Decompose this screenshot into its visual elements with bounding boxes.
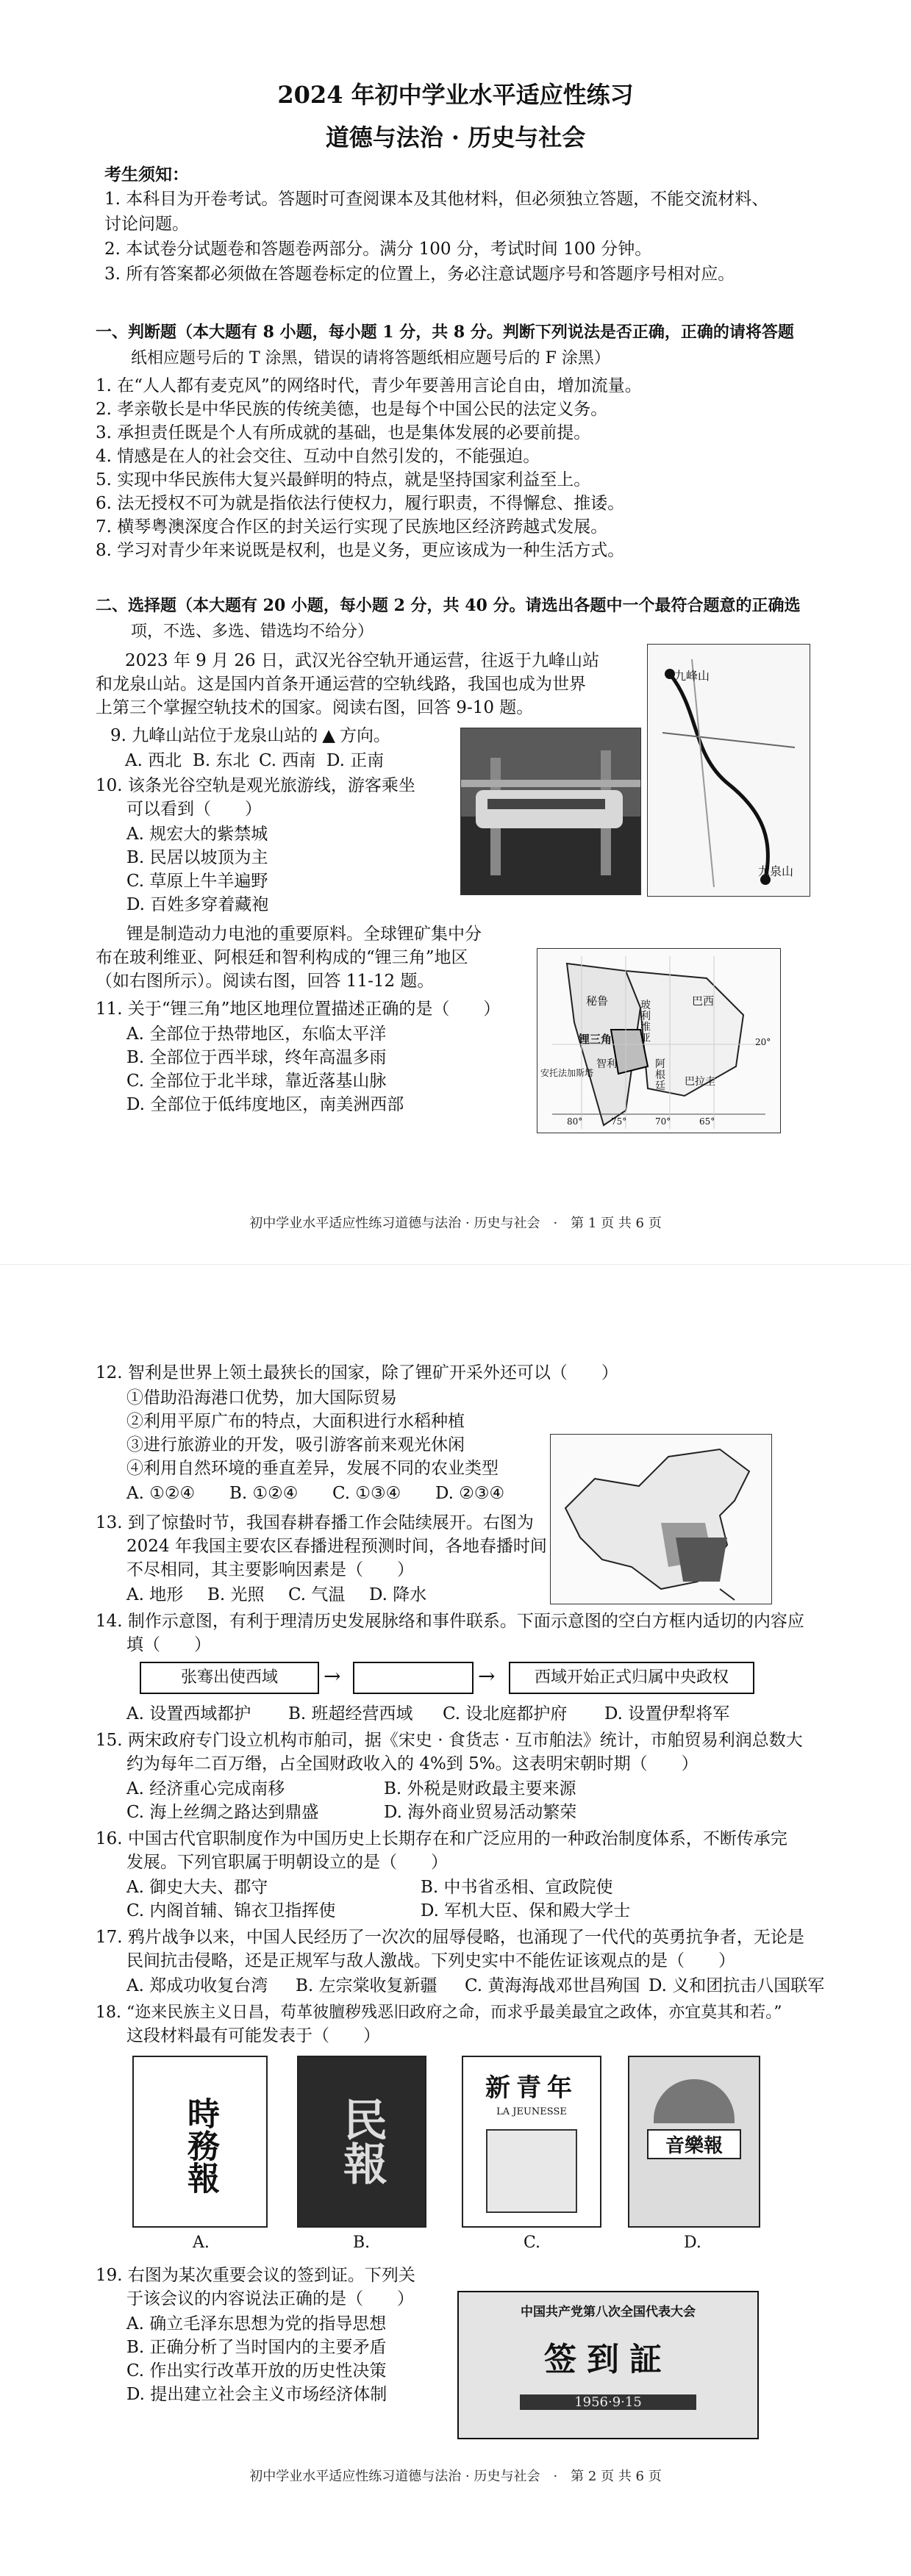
exam-page-1 xyxy=(0,0,911,1264)
option: C. 气温 xyxy=(288,1585,346,1604)
certificate-title: 签到証 xyxy=(544,2341,672,2378)
section1-heading: 一、判断题（本大题有 8 小题，每小题 1 分，共 8 分。判断下列说法是否正确，正确的请将答题 xyxy=(96,323,794,342)
option-label: A. xyxy=(193,2234,210,2252)
newspaper-title: 新青年 xyxy=(485,2073,578,2103)
judgment-item: 6. 法无授权不可为就是指依法行使权力，履行职责，不得懈怠、推诿。 xyxy=(96,494,625,513)
map-label: 65° xyxy=(699,1116,715,1127)
map-label: 70° xyxy=(655,1116,671,1127)
option: C. 作出实行改革开放的历史性决策 xyxy=(126,2361,387,2381)
map-label: 玻利维亚 xyxy=(640,1000,651,1044)
page-footer: 初中学业水平适应性练习道德与法治 · 历史与社会 · 第 2 页 共 6 页 xyxy=(249,2469,662,2484)
section2-heading-cont: 项，不选、多选、错选均不给分） xyxy=(131,623,374,641)
page-footer: 初中学业水平适应性练习道德与法治 · 历史与社会 · 第 1 页 共 6 页 xyxy=(249,1216,662,1231)
passage-line: 2023 年 9 月 26 日，武汉光谷空轨开通运营，往返于九峰山站 xyxy=(125,651,599,670)
statement-item: ④利用自然环境的垂直差异，发展不同的农业类型 xyxy=(126,1459,499,1478)
option: C. ①③④ xyxy=(332,1484,401,1503)
question-14-cont: 填（ ） xyxy=(126,1635,211,1654)
question-17-cont: 民间抗击侵略，还是正规军与敌人激战。下列史实中不能佐证该观点的是（ ） xyxy=(126,1951,735,1970)
map-label: 80° xyxy=(567,1116,583,1127)
exam-subtitle: 道德与法治 · 历史与社会 xyxy=(325,123,586,151)
question-11: 11. 关于“锂三角”地区地理位置描述正确的是（ ） xyxy=(96,1000,501,1019)
option: D. ②③④ xyxy=(435,1484,505,1503)
passage-line: 上第三个掌握空轨技术的国家。阅读右图，回答 9-10 题。 xyxy=(96,698,534,717)
option: B. 左宗棠收复新疆 xyxy=(296,1976,437,1995)
newspaper-a xyxy=(132,2056,268,2228)
question-9-tail: 方向。 xyxy=(339,726,390,745)
question-12: 12. 智利是世界上领土最狭长的国家，除了锂矿开采外还可以（ ） xyxy=(96,1363,618,1382)
map-label: 安托法加斯塔 xyxy=(540,1068,594,1078)
question-18-cont: 这段材料最有可能发表于（ ） xyxy=(126,2026,380,2045)
notice-line: 2. 本试卷分试题卷和答题卷两部分。满分 100 分，考试时间 100 分钟。 xyxy=(104,240,652,259)
question-17: 17. 鸦片战争以来，中国人民经历了一次次的屈辱侵略，也涌现了一代代的英勇抗争者，无论是 xyxy=(96,1928,804,1947)
option-label: D. xyxy=(684,2234,701,2252)
notice-heading: 考生须知： xyxy=(104,165,189,184)
question-16-cont: 发展。下列官职属于明朝设立的是（ ） xyxy=(126,1853,448,1872)
notice-line: 讨论问题。 xyxy=(104,215,189,234)
option: C. 设北庭都护府 xyxy=(443,1704,568,1723)
option: B. 东北 xyxy=(193,751,250,770)
map-label: 巴拉圭 xyxy=(685,1076,715,1088)
statement-item: ①借助沿海港口优势，加大国际贸易 xyxy=(126,1388,397,1407)
triangle-icon: ▲ xyxy=(322,726,335,745)
option: C. 海上丝绸之路达到鼎盛 xyxy=(126,1803,319,1822)
option: D. 设置伊犁将军 xyxy=(604,1704,730,1723)
section1-heading-cont: 纸相应题号后的 T 涂黑，错误的请将答题纸相应题号后的 F 涂黑） xyxy=(131,349,610,367)
judgment-item: 1. 在“人人都有麦克风”的网络时代，青少年要善用言论自由，增加流量。 xyxy=(96,376,642,395)
question-15-cont: 约为每年二百万缗，占全国财政收入的 4%到 5%。这表明宋朝时期（ ） xyxy=(126,1754,699,1773)
monorail-photo xyxy=(460,728,641,895)
exam-page-2 xyxy=(0,1264,911,2576)
option: B. 光照 xyxy=(207,1585,265,1604)
question-10: 10. 该条光谷空轨是观光旅游线，游客乘坐 xyxy=(96,776,415,795)
option: D. 义和团抗击八国联军 xyxy=(649,1976,825,1995)
map-label: 龙泉山 xyxy=(758,864,794,878)
arrow-right-icon: → xyxy=(478,1664,496,1688)
newspaper-portrait xyxy=(486,2129,577,2213)
option: A. 西北 xyxy=(125,751,182,770)
question-19: 19. 右图为某次重要会议的签到证。下列关 xyxy=(96,2266,415,2285)
option: B. 民居以坡顶为主 xyxy=(126,848,268,867)
judgment-item: 4. 情感是在人的社会交往、互动中自然引发的，不能强迫。 xyxy=(96,447,540,466)
passage-line: （如右图所示）。阅读右图，回答 11-12 题。 xyxy=(96,972,435,991)
option: C. 黄海海战邓世昌殉国 xyxy=(465,1976,640,1995)
question-16: 16. 中国古代官职制度作为中国历史上长期存在和广泛应用的一种政治制度体系，不断传承完 xyxy=(96,1829,787,1848)
statement-item: ②利用平原广布的特点，大面积进行水稻种植 xyxy=(126,1412,465,1431)
question-10-cont: 可以看到（ ） xyxy=(126,800,262,819)
option: B. 全部位于西半球，终年高温多雨 xyxy=(126,1048,387,1067)
newspaper-d xyxy=(628,2056,760,2228)
passage-line: 锂是制造动力电池的重要原料。全球锂矿集中分 xyxy=(126,925,482,944)
option: A. 全部位于热带地区，东临太平洋 xyxy=(126,1025,387,1044)
section2-heading: 二、选择题（本大题有 20 小题，每小题 2 分，共 40 分。请选出各题中一个最符合题意的正确选 xyxy=(96,596,801,615)
route-map xyxy=(647,644,810,897)
option: A. 地形 xyxy=(126,1585,184,1604)
question-15: 15. 两宋政府专门设立机构市舶司，据《宋史 · 食货志 · 互市舶法》统计，市舶贸易利润总数大 xyxy=(96,1731,803,1750)
option: B. 外税是财政最主要来源 xyxy=(384,1779,576,1798)
map-label: 巴西 xyxy=(692,994,715,1008)
passage-line: 和龙泉山站。这是国内首条开通运营的空轨线路，我国也成为世界 xyxy=(96,675,586,694)
option: D. 提出建立社会主义市场经济体制 xyxy=(126,2385,387,2404)
option: D. 正南 xyxy=(326,751,385,770)
option: A. 郑成功收复台湾 xyxy=(126,1976,268,1995)
question-9 xyxy=(110,725,390,747)
option: B. 班超经营西域 xyxy=(288,1704,413,1723)
map-label: 75° xyxy=(611,1116,627,1127)
question-13-cont: 2024 年我国主要农区春播进程预测时间，各地春播时间 xyxy=(126,1537,547,1556)
judgment-item: 8. 学习对青少年来说既是权利，也是义务，更应该成为一种生活方式。 xyxy=(96,541,625,560)
map-label: 秘鲁 xyxy=(586,994,609,1008)
newspaper-title: 音樂報 xyxy=(647,2129,741,2159)
notice-line: 1. 本科目为开卷考试。答题时可查阅课本及其他材料，但必须独立答题，不能交流材料、 xyxy=(104,190,769,209)
option: A. 经济重心完成南移 xyxy=(126,1779,285,1798)
option: A. ①②④ xyxy=(126,1484,196,1503)
question-13: 13. 到了惊蛰时节，我国春耕春播工作会陆续展开。右图为 xyxy=(96,1513,534,1532)
option: D. 军机大臣、保和殿大学士 xyxy=(421,1901,631,1920)
question-18: 18. “迩来民族主义日昌，苟革彼膻秽残恶旧政府之命，而求乎最美最宜之政体，亦宜莫其和若。” xyxy=(96,2003,782,2022)
newspaper-title: 時務報 xyxy=(182,2097,219,2194)
map-label: 九峰山 xyxy=(674,669,710,683)
map-label: 智利 xyxy=(596,1058,617,1070)
china-spring-sowing-map xyxy=(550,1434,772,1604)
statement-item: ③进行旅游业的开发，吸引游客前来观光休闲 xyxy=(126,1435,465,1454)
newspaper-b xyxy=(297,2056,426,2228)
newspaper-subtitle: LA JEUNESSE xyxy=(496,2106,567,2117)
certificate-date: 1956·9·15 xyxy=(520,2394,696,2410)
option: D. 全部位于低纬度地区，南美洲西部 xyxy=(126,1095,404,1114)
option: D. 降水 xyxy=(369,1585,427,1604)
map-label: 20° xyxy=(755,1037,771,1047)
option: C. 内阁首辅、锦衣卫指挥使 xyxy=(126,1901,336,1920)
notice-line: 3. 所有答案都必须做在答题卷标定的位置上，务必注意试题序号和答题序号相对应。 xyxy=(104,265,735,284)
map-label: 锂三角 xyxy=(579,1033,612,1046)
flow-box-start: 张骞出使西域 xyxy=(140,1662,319,1694)
question-19-cont: 于该会议的内容说法正确的是（ ） xyxy=(126,2289,414,2308)
newspaper-title: 民報 xyxy=(336,2097,387,2185)
question-9-stem: 9. 九峰山站位于龙泉山站的 xyxy=(110,726,318,745)
option: B. 正确分析了当时国内的主要矛盾 xyxy=(126,2338,387,2357)
option: D. 百姓多穿着藏袍 xyxy=(126,895,269,914)
passage-line: 布在玻利维亚、阿根廷和智利构成的“锂三角”地区 xyxy=(96,948,468,967)
flow-box-blank xyxy=(353,1662,474,1694)
question-13-cont: 不尽相同，其主要影响因素是（ ） xyxy=(126,1560,414,1579)
option: A. 规宏大的紫禁城 xyxy=(126,825,268,844)
option-label: C. xyxy=(524,2234,541,2252)
flow-box-end: 西域开始正式归属中央政权 xyxy=(509,1662,754,1694)
map-label: 阿根廷 xyxy=(655,1058,665,1092)
option: D. 海外商业贸易活动繁荣 xyxy=(384,1803,577,1822)
judgment-item: 3. 承担责任既是个人有所成就的基础，也是集体发展的必要前提。 xyxy=(96,423,591,442)
question-14: 14. 制作示意图，有利于理清历史发展脉络和事件联系。下面示意图的空白方框内适切的内容应 xyxy=(96,1612,804,1631)
option-label: B. xyxy=(353,2234,371,2252)
option: B. 中书省丞相、宣政院使 xyxy=(421,1878,613,1897)
option: C. 西南 xyxy=(259,751,316,770)
exam-title: 2024 年初中学业水平适应性练习 xyxy=(277,81,634,109)
newspaper-c xyxy=(462,2056,601,2228)
judgment-item: 2. 孝亲敬长是中华民族的传统美德，也是每个中国公民的法定义务。 xyxy=(96,400,608,419)
lithium-triangle-map xyxy=(537,948,781,1133)
option: A. 设置西域都护 xyxy=(126,1704,251,1723)
option: A. 确立毛泽东思想为党的指导思想 xyxy=(126,2314,387,2333)
option: B. ①②④ xyxy=(229,1484,299,1503)
judgment-item: 7. 横琴粤澳深度合作区的封关运行实现了民族地区经济跨越式发展。 xyxy=(96,517,608,537)
option: C. 全部位于北半球，靠近落基山脉 xyxy=(126,1072,387,1091)
option: C. 草原上牛羊遍野 xyxy=(126,872,268,891)
arrow-right-icon: → xyxy=(324,1664,341,1688)
option: A. 御史大夫、郡守 xyxy=(126,1878,268,1897)
sign-in-certificate xyxy=(457,2291,759,2439)
ornament xyxy=(654,2079,735,2123)
judgment-item: 5. 实现中华民族伟大复兴最鲜明的特点，就是坚持国家利益至上。 xyxy=(96,470,591,489)
certificate-header: 中国共产党第八次全国代表大会 xyxy=(521,2305,696,2320)
